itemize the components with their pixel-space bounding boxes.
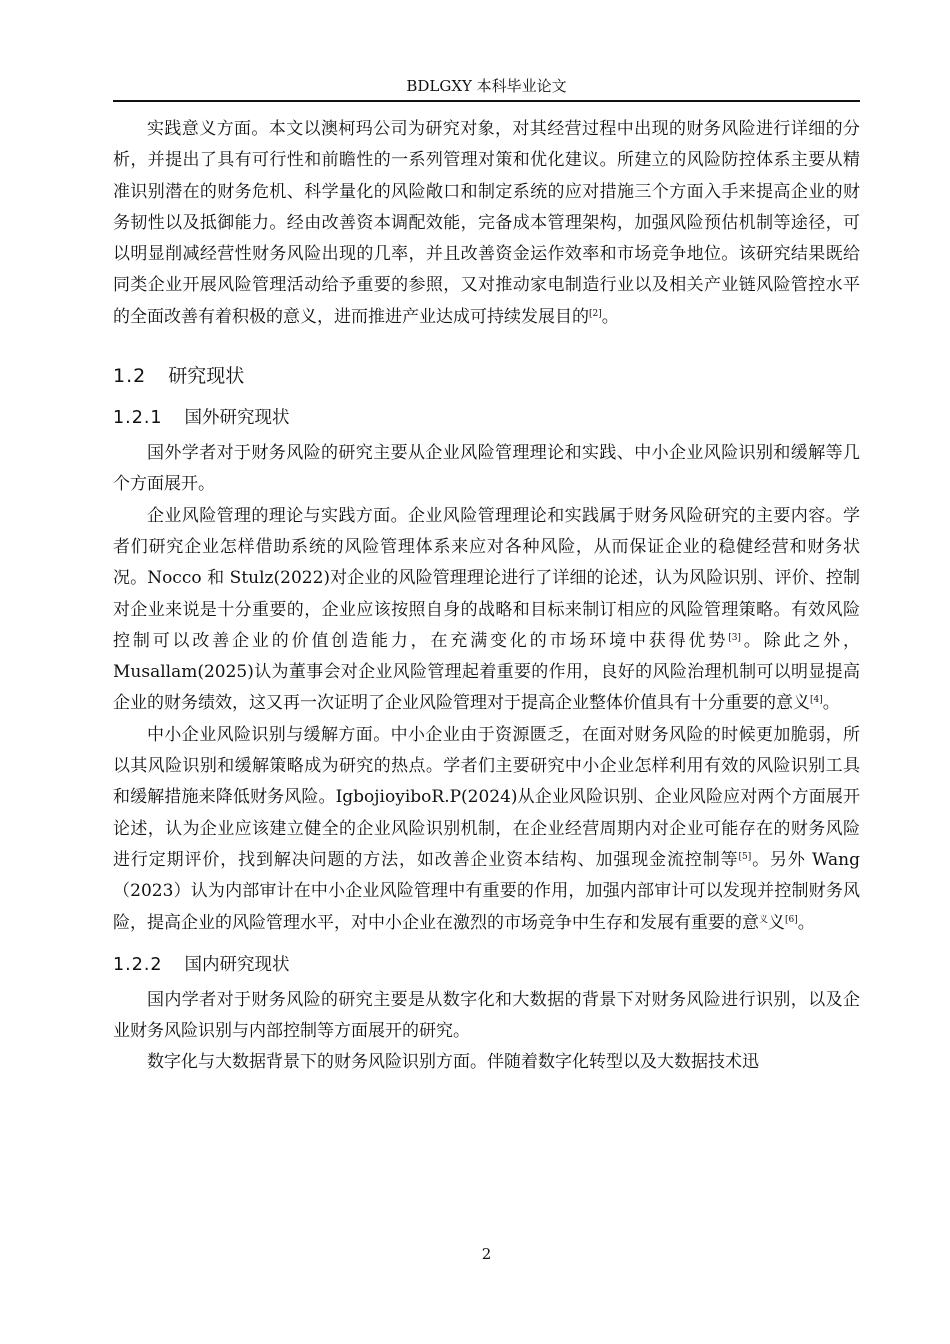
paragraph-text-cont2: 义 <box>768 912 786 933</box>
paragraph-text: 企业风险管理的理论与实践方面。企业风险管理理论和实践属于财务风险研究的主要内容。学者们研究企业怎样借助系统的风险管理体系来应对各种风险，从而保证企业的稳健经营和财务状况。Nocco 和 Stulz(2022)对企业的风险管理理论进行了详细的论述，认为风险识别、评价、控制对企业来说是十分重要的，企业应该按照自身的战略和目标来制订相应的风险管理策略。有效风险控制可以改善企业的价值创造能力，在充满变化的市场环境中获得优势 <box>113 505 860 651</box>
header-rule <box>113 100 860 102</box>
subsection-heading-1-2-1 <box>113 402 860 434</box>
paragraph-tail: 。 <box>822 693 840 714</box>
subsection-title: 国内研究现状 <box>184 954 290 975</box>
paragraph-tail: 。 <box>601 306 619 327</box>
paragraph-text-cont: 。除此之外，Musallam(2025)认为董事会对企业风险管理起着重要的作用，良好的风险治理机制可以明显提高企业的财务绩效，这又再一次证明了企业风险管理对于提高企业整体价值具有十分重要的意义 <box>113 630 861 714</box>
paragraph-sme-risk <box>113 720 860 939</box>
section-number: 1.2 <box>113 365 147 388</box>
subsection-title: 国外研究现状 <box>184 408 290 429</box>
paragraph-text: 实践意义方面。本文以澳柯玛公司为研究对象，对其经营过程中出现的财务风险进行详细的分析，并提出了具有可行性和前瞻性的一系列管理对策和优化建议。所建立的风险防控体系主要从精准识别潜在的财务危机、科学量化的风险敞口和制定系统的应对措施三个方面入手来提高企业的财务韧性以及抵御能力。经由改善资本调配效能，完备成本管理架构，加强风险预估机制等途径，可以明显削减经营性财务风险出现的几率，并且改善资金运作效率和市场竞争地位。该研究结果既给同类企业开展风险管理活动给予重要的参照，又对推动家电制造行业以及相关产业链风险管控水平的全面改善有着积极的意义，进而推进产业达成可持续发展目的 <box>113 119 860 327</box>
paragraph-domestic-overview <box>113 985 860 1048</box>
page-number-text: 2 <box>481 1245 492 1263</box>
superscript-glyph: 义 <box>759 914 769 925</box>
paragraph-text: 国外学者对于财务风险的研究主要从企业风险管理理论和实践、中小企业风险识别和缓解等几个方面展开。 <box>113 443 860 495</box>
paragraph-text: 中小企业风险识别与缓解方面。中小企业由于资源匮乏，在面对财务风险的时候更加脆弱，所以其风险识别和缓解策略成为研究的热点。学者们主要研究中小企业怎样利用有效的风险识别工具和缓解措施来降低财务风险。IgbojioyiboR.P(2024)从企业风险识别、企业风险应对两个方面展开论述，认为企业应该建立健全的企业风险识别机制，在企业经营周期内对企业可能存在的财务风险进行定期评价，找到解决问题的方法，如改善企业资本结构、加强现金流控制等 <box>113 724 860 870</box>
running-header <box>113 76 860 96</box>
citation-3: [3] <box>728 632 741 643</box>
citation-6: [6] <box>785 914 798 925</box>
citation-2: [2] <box>589 308 602 319</box>
subsection-heading-1-2-2 <box>113 949 860 981</box>
paragraph-digital-bigdata <box>113 1047 860 1078</box>
citation-4: [4] <box>810 695 823 706</box>
subsection-number: 1.2.1 <box>113 408 163 429</box>
section-title: 研究现状 <box>168 365 245 388</box>
paragraph-practical-significance <box>113 114 860 333</box>
paragraph-foreign-overview <box>113 438 860 501</box>
page-number <box>113 1245 860 1263</box>
page-body <box>113 114 860 1079</box>
section-heading-1-2 <box>113 360 860 392</box>
paragraph-erm-theory <box>113 501 860 720</box>
paragraph-tail: 。 <box>797 912 815 933</box>
citation-5: [5] <box>738 851 752 862</box>
subsection-number: 1.2.2 <box>113 954 163 975</box>
paragraph-text-cont: 。另外 Wang（2023）认为内部审计在中小企业风险管理中有重要的作用，加强内部审计可以发现并控制财务风险，提高企业的风险管理水平，对中小企业在激烈的市场竞争中生存和发展有重要的意 <box>113 849 860 933</box>
paragraph-text: 数字化与大数据背景下的财务风险识别方面。伴随着数字化转型以及大数据技术迅 <box>147 1052 759 1073</box>
header-title: BDLGXY 本科毕业论文 <box>406 77 567 95</box>
paragraph-text: 国内学者对于财务风险的研究主要是从数字化和大数据的背景下对财务风险进行识别，以及企业财务风险识别与内部控制等方面展开的研究。 <box>113 989 860 1042</box>
